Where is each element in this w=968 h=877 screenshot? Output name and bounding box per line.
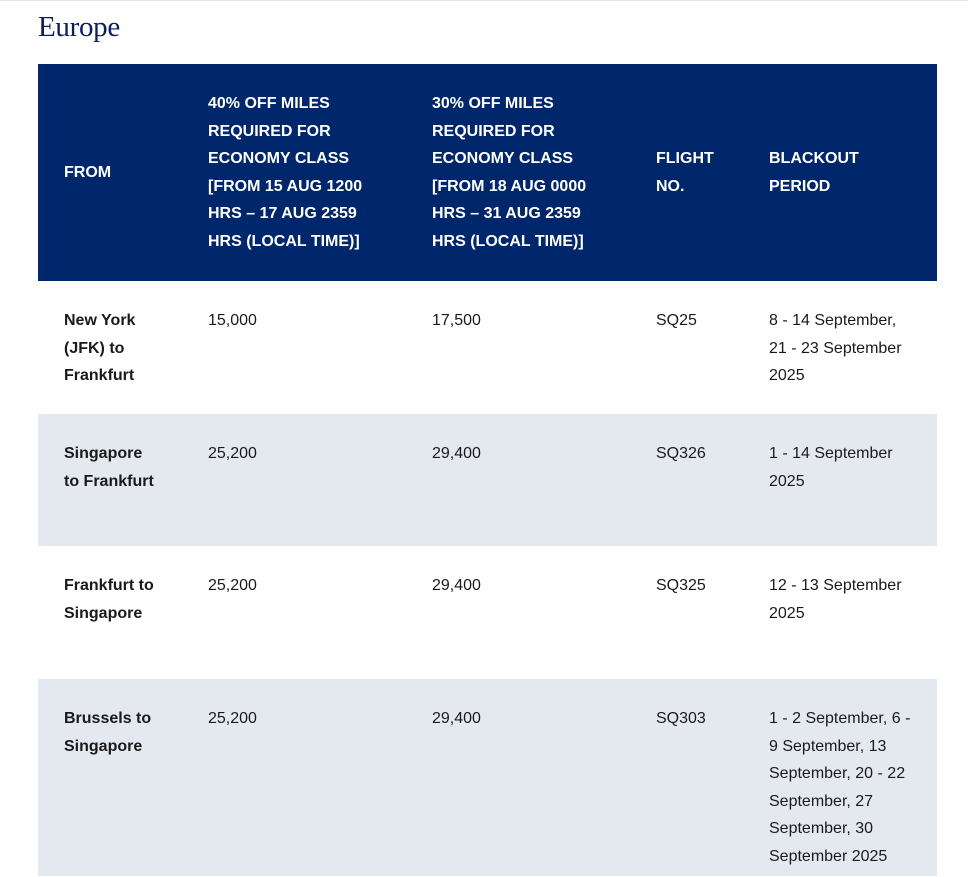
route-cell: Singapore to Frankfurt bbox=[64, 445, 154, 490]
miles-40-cell: 15,000 bbox=[208, 312, 257, 329]
table-row bbox=[38, 414, 937, 546]
miles-30-cell: 29,400 bbox=[432, 710, 481, 727]
route-cell: Brussels to Singapore bbox=[64, 710, 152, 755]
route-cell: New York (JFK) to Frankfurt bbox=[64, 312, 136, 384]
table-row bbox=[38, 679, 937, 876]
section-title: Europe bbox=[38, 11, 120, 43]
table-header bbox=[38, 64, 937, 281]
table-row bbox=[38, 546, 937, 679]
blackout-cell: 8 - 14 September, 21 - 23 September 2025 bbox=[769, 312, 902, 384]
header-40-percent-off: 40% OFF MILES REQUIRED FOR ECONOMY CLASS [FROM 15 AUG 1200 HRS – 17 AUG 2359 HRS (LOCAL TIME)] bbox=[208, 95, 363, 250]
miles-30-cell: 29,400 bbox=[432, 445, 481, 462]
miles-40-cell: 25,200 bbox=[208, 710, 257, 727]
blackout-cell: 1 - 2 September, 6 - 9 September, 13 September, 20 - 22 September, 27 September, 30 September 2025 bbox=[769, 710, 911, 865]
flight-cell: SQ326 bbox=[656, 445, 706, 462]
blackout-cell: 1 - 14 September 2025 bbox=[769, 445, 893, 490]
miles-offer-table bbox=[38, 64, 937, 876]
flight-cell: SQ25 bbox=[656, 312, 697, 329]
flight-cell: SQ325 bbox=[656, 577, 706, 594]
header-30-percent-off: 30% OFF MILES REQUIRED FOR ECONOMY CLASS [FROM 18 AUG 0000 HRS – 31 AUG 2359 HRS (LOCAL TIME)] bbox=[432, 95, 587, 250]
miles-40-cell: 25,200 bbox=[208, 577, 257, 594]
route-cell: Frankfurt to Singapore bbox=[64, 577, 154, 622]
header-from: FROM bbox=[64, 163, 112, 181]
miles-30-cell: 29,400 bbox=[432, 577, 481, 594]
miles-30-cell: 17,500 bbox=[432, 312, 481, 329]
header-flight-no: FLIGHT NO. bbox=[656, 150, 714, 195]
blackout-cell: 12 - 13 September 2025 bbox=[769, 577, 902, 622]
miles-40-cell: 25,200 bbox=[208, 445, 257, 462]
table-body bbox=[38, 281, 937, 876]
flight-cell: SQ303 bbox=[656, 710, 706, 727]
header-blackout-period: BLACKOUT PERIOD bbox=[769, 150, 859, 195]
header-row bbox=[38, 64, 937, 281]
table-row bbox=[38, 281, 937, 414]
divider bbox=[0, 0, 968, 1]
